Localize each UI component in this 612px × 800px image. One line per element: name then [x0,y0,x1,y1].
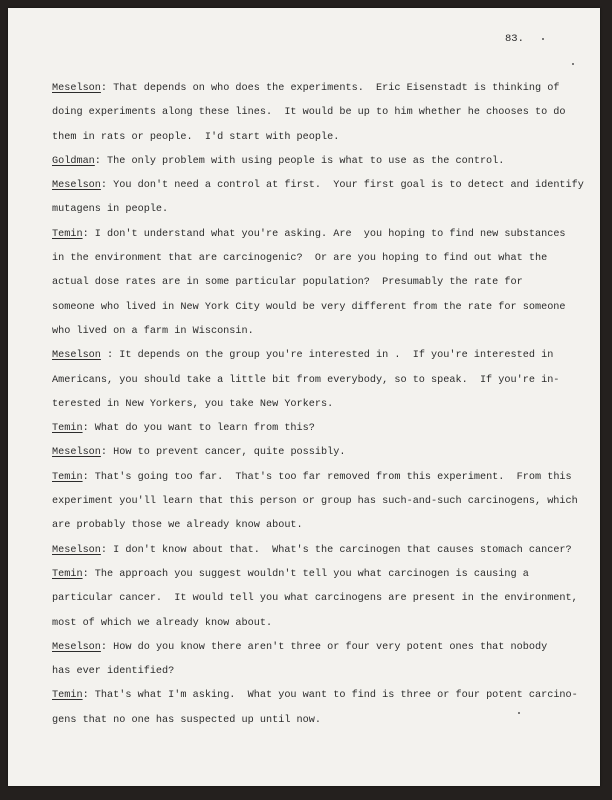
page-number: 83. [505,33,524,45]
transcript-line [52,247,572,271]
transcript-line [52,441,572,465]
transcript-line [52,344,572,368]
speaker-name: Temin [52,471,83,483]
speaker-entry [52,684,578,733]
line-text: : You don't need a control at first. Your first goal is to detect and identify [100,180,584,192]
line-text: them in rats or people. I'd start with people. [52,131,340,143]
speaker-name: Temin [52,690,83,702]
line-text: : The approach you suggest wouldn't tell you what carcinogen is causing a [82,568,529,580]
line-text: terested in New Yorkers, you take New Yorkers. [52,398,334,410]
speaker-entry [52,539,572,563]
transcript-line [52,660,572,684]
transcript-line [52,466,572,490]
line-text: : I don't understand what you're asking. Are you hoping to find new substances [82,228,566,240]
speaker-name: Meselson [52,350,101,362]
line-text: someone who lived in New York City would be very different from the rate for someone [52,301,566,313]
speaker-name: Meselson [52,447,101,459]
ink-speck [542,38,544,40]
line-text: gens that no one has suspected up until now. [52,714,321,726]
line-text: actual dose rates are in some particular population? Presumably the rate for [52,277,523,289]
speaker-entry [52,441,572,465]
speaker-entry [52,174,584,223]
transcript-line [52,393,572,417]
speaker-entry [52,150,572,174]
speaker-entry [52,77,572,150]
line-text: : It depends on the group you're interested in . If you're interested in [100,350,554,362]
speaker-name: Temin [52,423,83,435]
line-text: in the environment that are carcinogenic? Or are you hoping to find out what the [52,253,548,265]
transcript-line [52,198,572,222]
line-text: experiment you'll learn that this person or group has such-and-such carcinogens, which [52,496,578,508]
document-page [8,8,600,786]
line-text: : How to prevent cancer, quite possibly. [100,447,346,459]
speaker-entry [52,344,572,417]
line-text: are probably those we already know about. [52,520,303,532]
transcript-line [52,490,578,514]
transcript-line [52,539,572,563]
ink-speck [572,63,574,65]
speaker-name: Goldman [52,155,95,167]
speaker-entry [52,636,572,685]
transcript-line [52,77,572,101]
transcript-line [52,587,578,611]
transcript-line [52,369,572,393]
speaker-entry [52,466,578,539]
transcript-line [52,684,578,708]
line-text: who lived on a farm in Wisconsin. [52,325,254,337]
transcript-line [52,612,572,636]
line-text: Americans, you should take a little bit from everybody, so to speak. If you're in- [52,374,560,386]
line-text: : That depends on who does the experiments. Eric Eisenstadt is thinking of [100,83,560,94]
speaker-name: Temin [52,568,83,580]
speaker-entry [52,563,578,636]
line-text: : How do you know there aren't three or four very potent ones that nobody [100,641,548,653]
transcript-line [52,150,572,174]
line-text: most of which we already know about. [52,617,273,629]
line-text: has ever identified? [52,666,175,678]
speaker-name: Meselson [52,544,101,556]
speaker-name: Meselson [52,641,101,653]
transcript-line [52,174,584,198]
transcript-line [52,126,572,150]
line-text: : That's what I'm asking. What you want to find is three or four potent carcino- [82,690,578,702]
speaker-name: Meselson [52,83,101,94]
transcript-line [52,514,572,538]
transcript-line [52,563,572,587]
speaker-name: Meselson [52,180,101,192]
line-text: : That's going too far. That's too far removed from this experiment. From this [82,471,572,483]
speaker-entry [52,223,572,344]
transcript-line [52,101,572,125]
line-text: mutagens in people. [52,204,169,216]
line-text: : What do you want to learn from this? [82,423,315,435]
transcript-line [52,223,572,247]
transcript-line [52,709,572,733]
transcript-body [52,77,584,733]
line-text: : I don't know about that. What's the carcinogen that causes stomach cancer? [100,544,572,556]
speaker-entry [52,417,572,441]
line-text: : The only problem with using people is what to use as the control. [94,155,505,167]
line-text: doing experiments along these lines. It would be up to him whether he chooses to do [52,107,566,119]
transcript-line [52,636,572,660]
transcript-line [52,417,572,441]
speaker-name: Temin [52,228,83,240]
transcript-line [52,271,572,295]
transcript-line [52,320,572,344]
transcript-line [52,296,572,320]
line-text: particular cancer. It would tell you what carcinogens are present in the environment, [52,593,578,605]
